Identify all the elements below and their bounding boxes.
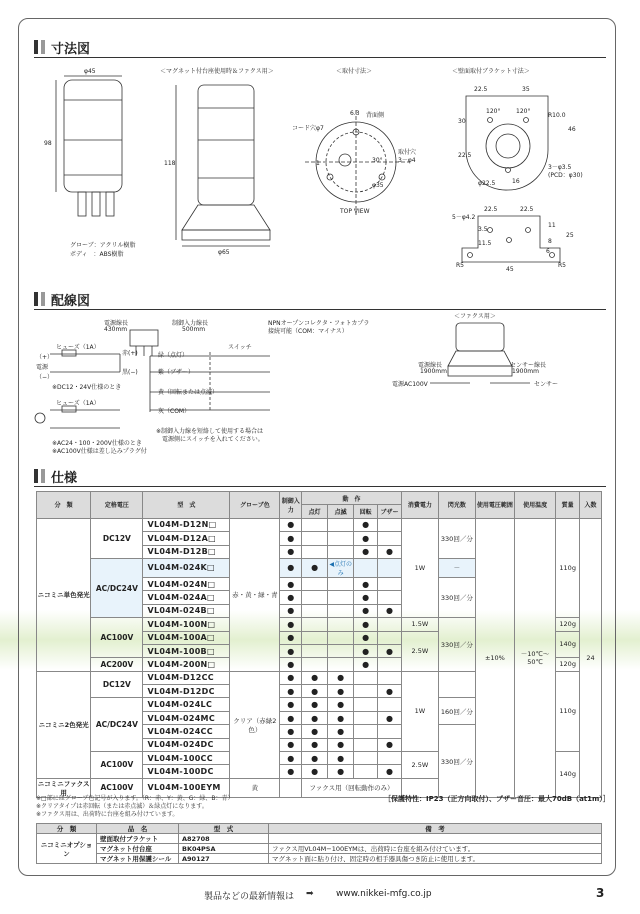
globe-material: グローブ：アクリル樹脂 — [70, 242, 136, 249]
rated-voltage: AC100V — [91, 778, 143, 797]
dc-note: ※DC12・24V仕様のとき — [52, 384, 122, 391]
short-note: ※制御入力線を短絡して使用する場合は — [156, 428, 264, 435]
input-len: 500mm — [182, 326, 206, 333]
spec-table: 分 類 定格電圧 型 式 グローブ色 制御入力 動 作 消費電力 閃光数 使用電圧範囲 使用温度 質量 入数 点灯 点滅 回転 ブザー ニコミニ単色発光 DC12V VL04M-D12N□ 赤・黄・緑・青 ● ● 1W 330回／分 ±10% －10℃～50℃ 110g 24 VL04M-D12A□ ● ● VL04M-D12B□ ● ● ● AC/DC24V VL04M-024K□ ● ● ◀点灯のみ － VL04M-024N□ ● ● 330回／分 VL04M-024A□ ● ● VL04M-024B□ ● ● ● AC100V VL04M-100N□ ● ● 1.5W 330回／分 120g VL04M-100A□ ● ● 2.5W 140g VL04M-100B□ ● ● ● AC200V VL04M-200N□ ● ● 120g ニコミニ2色発光 DC12V VL04M-D12CC クリア（赤緑2色） ● ● ● 1W 110g VL04M-D12DC ● ● ● ● AC/DC24V VL04M-024LC ● ● ● 160回／分 VL04M-024MC ● ● ● ● VL04M-024CC ● ● ● 330回／分 VL04M-024DC ● ● ● ● AC100V VL04M-100CC ● ● ● 2.5W 140g VL04M-100DC ● ● ● ● ニコミニファクス用 AC100V VL04M-100EYM 黄 ファクス用（回転動作のみ） — [36, 491, 602, 798]
dim-6-3: 6.3 — [350, 110, 360, 117]
table-row: ニコミニ2色発光 DC12V VL04M-D12CC クリア（赤緑2色） ● ● ● 1W 110g — [37, 671, 602, 684]
dim-b225b: 22.5 — [458, 152, 472, 159]
angle-120a: 120° — [486, 108, 501, 115]
fuse1: ヒューズ（1A） — [56, 344, 100, 351]
fax-ac: 電源AC100V — [392, 381, 428, 388]
model-number: VL04M-024A□ — [143, 591, 230, 604]
install-hole-count: 3－φ4 — [398, 157, 416, 164]
mount-title: ＜取付寸法＞ — [336, 68, 373, 75]
table-row: VL04M-024MC ● ● ● ● — [37, 711, 602, 724]
table-row: AC/DC24V VL04M-024LC ● ● ● 160回／分 — [37, 698, 602, 711]
table-row: ニコミニ単色発光 DC12V VL04M-D12N□ 赤・黄・緑・青 ● ● 1W 330回／分 ±10% －10℃～50℃ 110g 24 — [37, 518, 602, 531]
table-row: VL04M-D12DC ● ● ● ● — [37, 685, 602, 698]
dim-phi45: φ45 — [84, 68, 96, 75]
table-row: AC100V VL04M-100N□ ● ● 1.5W 330回／分 120g — [37, 618, 602, 631]
fax-sensor-lbl: センサー — [534, 381, 559, 388]
page-number: 3 — [596, 886, 605, 900]
rated-voltage: DC12V — [91, 518, 143, 558]
fax-power-len: 1900mm — [420, 368, 447, 375]
switch-label: スイッチ — [228, 344, 252, 351]
dim-b46: 46 — [568, 126, 576, 133]
dim-phi225: φ22.5 — [478, 180, 496, 187]
rated-voltage: DC12V — [91, 671, 143, 698]
fax-title: ＜ファクス用＞ — [454, 313, 496, 320]
dim-c115: 11.5 — [478, 240, 492, 247]
footer-url[interactable]: www.nikkei-mfg.co.jp — [336, 889, 432, 899]
fax-sensor: センサー線長 — [510, 362, 547, 369]
black-wire: 黒(−) — [122, 369, 138, 376]
dim-c225a: 22.5 — [484, 206, 498, 213]
model-number: VL04M-024MC — [143, 711, 230, 724]
dim-pcd30: (PCD：φ30) — [548, 172, 583, 179]
model-number: VL04M-200N□ — [143, 658, 230, 671]
dim-b225: 22.5 — [474, 86, 488, 93]
install-hole: 取付穴 — [398, 149, 417, 156]
ac-note2: ※AC100V仕様は差し込みプラグ付 — [52, 448, 147, 455]
dim-phi35: φ35 — [372, 182, 384, 189]
dim-3phi35: 3－φ3.5 — [548, 164, 572, 171]
ac-note: ※AC24・100・200V仕様のとき — [52, 440, 142, 447]
red-wire: 赤(+) — [122, 350, 138, 357]
wire-lamp — [130, 330, 158, 346]
bracket-title: ＜壁面取付ブラケット寸法＞ — [452, 68, 530, 75]
model-number: VL04M-024LC — [143, 698, 230, 711]
purple-wire: 紫（ブザー） — [158, 369, 195, 376]
power-len: 430mm — [104, 326, 128, 333]
npn-note: NPNオープンコレクタ・フォトカプラ — [268, 320, 370, 327]
plus: （+） — [36, 354, 54, 361]
dim-c6: 6 — [546, 248, 550, 255]
model-number: VL04M-100B□ — [143, 644, 230, 657]
minus: （−） — [36, 374, 54, 381]
dim-98: 98 — [44, 140, 52, 147]
green-wire: 緑（点灯） — [158, 352, 189, 359]
dim-5phi42: 5－φ4.2 — [452, 214, 476, 221]
code-hole: コード穴φ7 — [292, 125, 324, 132]
power-cable: 電源線長 — [104, 320, 129, 327]
model-number: VL04M-D12B□ — [143, 545, 230, 558]
input-cable: 制御入力線長 — [172, 320, 209, 327]
table-row: AC100V VL04M-100CC ● ● ● 2.5W 140g — [37, 752, 602, 765]
dim-c25: 25 — [566, 232, 574, 239]
table-row: VL04M-024A□ ● ● — [37, 591, 602, 604]
rated-voltage: AC200V — [91, 658, 143, 671]
rated-voltage: AC100V — [91, 618, 143, 658]
model-number: VL04M-024CC — [143, 725, 230, 738]
model-number: VL04M-D12A□ — [143, 532, 230, 545]
footer-arrow: ➡ — [306, 889, 314, 899]
model-number: VL04M-024K□ — [143, 558, 230, 577]
angle-120b: 120° — [516, 108, 531, 115]
short-note2: 電源側にスイッチを入れてください。 — [162, 436, 264, 443]
note-1: ※□部にはグローブ色記号が入ります。（R：赤、Y：黄、G：緑、B：青） — [36, 795, 234, 802]
dim-c45: 45 — [506, 266, 514, 273]
option-table: 分 類 品 名 型 式 備 考 ニコミニオプション 壁面取付ブラケット A82708 マグネット付台座 BK04PSA ファクス用VL04M−100EYMは、出荷時に台座を組み付けています。 マグネット用保護シール A90127 マグネット面に貼り付け、固定時の相手器具傷つき防止に使用します。 — [36, 823, 602, 864]
table-row: VL04M-D12A□ ● ● — [37, 532, 602, 545]
angle-30: 30° — [372, 157, 383, 164]
dim-r5a: R5 — [456, 262, 464, 269]
lamp-magnet-view — [198, 85, 254, 205]
table-row: AC/DC24V VL04M-024K□ ● ● ◀点灯のみ － — [37, 558, 602, 577]
rated-voltage: AC/DC24V — [91, 558, 143, 617]
body-material: ボディ ：ABS樹脂 — [70, 251, 124, 258]
fax-power: 電源線長 — [418, 362, 443, 369]
table-row: VL04M-024B□ ● ● ● — [37, 604, 602, 617]
dim-phi65: φ65 — [218, 249, 230, 256]
model-number: VL04M-D12CC — [143, 671, 230, 684]
section-wiring: 配線図 — [34, 290, 90, 308]
dim-c225b: 22.5 — [520, 206, 534, 213]
divider — [34, 486, 606, 487]
dim-c35: 3.5 — [478, 226, 488, 233]
dim-b16: 16 — [512, 178, 520, 185]
top-view-label: TOP VIEW — [340, 208, 370, 215]
model-number: VL04M-024B□ — [143, 604, 230, 617]
model-number: VL04M-100CC — [143, 752, 230, 765]
table-row: AC200V VL04M-200N□ ● ● 120g — [37, 658, 602, 671]
model-number: VL04M-100EYM — [143, 778, 230, 797]
dim-b35: 35 — [522, 86, 530, 93]
fax-lamp — [456, 323, 504, 351]
dim-b30: 30 — [458, 118, 466, 125]
model-number: VL04M-100A□ — [143, 631, 230, 644]
table-row: VL04M-100B□ ● ● ● — [37, 644, 602, 657]
model-number: VL04M-D12DC — [143, 685, 230, 698]
model-number: VL04M-D12N□ — [143, 518, 230, 531]
note-2: ※クリアタイプは赤回転（または赤点滅）＆緑点灯になります。 — [36, 803, 208, 810]
model-number: VL04M-100DC — [143, 765, 230, 778]
magnet-title: ＜マグネット付台座使用時＆ファクス用＞ — [160, 68, 274, 75]
dim-c11: 11 — [548, 222, 556, 229]
table-row: VL04M-024N□ ● ● 330回／分 — [37, 577, 602, 590]
fax-sensor-len: 1900mm — [512, 368, 539, 375]
power-label: 電源 — [36, 364, 49, 371]
table-row: VL04M-D12B□ ● ● ● — [37, 545, 602, 558]
dim-r10: R10.0 — [548, 112, 566, 119]
fuse2: ヒューズ（1A） — [56, 400, 100, 407]
dim-118: 118 — [164, 160, 176, 167]
footer-text: 製品などの最新情報は — [204, 892, 295, 902]
table-row: ニコミニファクス用 AC100V VL04M-100EYM 黄 ファクス用（回転動作のみ） — [37, 778, 602, 797]
model-number: VL04M-100N□ — [143, 618, 230, 631]
back-side: 背面側 — [366, 112, 385, 119]
gray-wire: 灰（COM） — [158, 408, 191, 415]
dim-r5b: R5 — [558, 262, 566, 269]
section-dimensions: 寸法図 — [34, 38, 90, 56]
model-number: VL04M-024N□ — [143, 577, 230, 590]
table-row: VL04M-100A□ ● ● 2.5W 140g — [37, 631, 602, 644]
bracket-front — [466, 96, 548, 190]
note-3: ※ファクス用は、出荷時に台座を組み付けています。 — [36, 811, 179, 818]
table-row: VL04M-024CC ● ● ● 330回／分 — [37, 725, 602, 738]
table-row: VL04M-100DC ● ● ● ● — [37, 765, 602, 778]
spec-note: ［保護特性：IP23（正方向取付）、ブザー音圧：最大70dB（at1m）］ — [384, 795, 610, 803]
rated-voltage: AC100V — [91, 752, 143, 779]
section-spec: 仕様 — [34, 467, 77, 485]
model-number: VL04M-024DC — [143, 738, 230, 751]
dim-1: 1 — [316, 160, 320, 167]
yellow-wire: 黄（回転または点滅） — [158, 389, 219, 396]
dim-c8: 8 — [548, 238, 552, 245]
rated-voltage: AC/DC24V — [91, 698, 143, 752]
table-row: VL04M-024DC ● ● ● ● — [37, 738, 602, 751]
npn-note2: 接続可能（COM：マイナス） — [268, 328, 348, 335]
